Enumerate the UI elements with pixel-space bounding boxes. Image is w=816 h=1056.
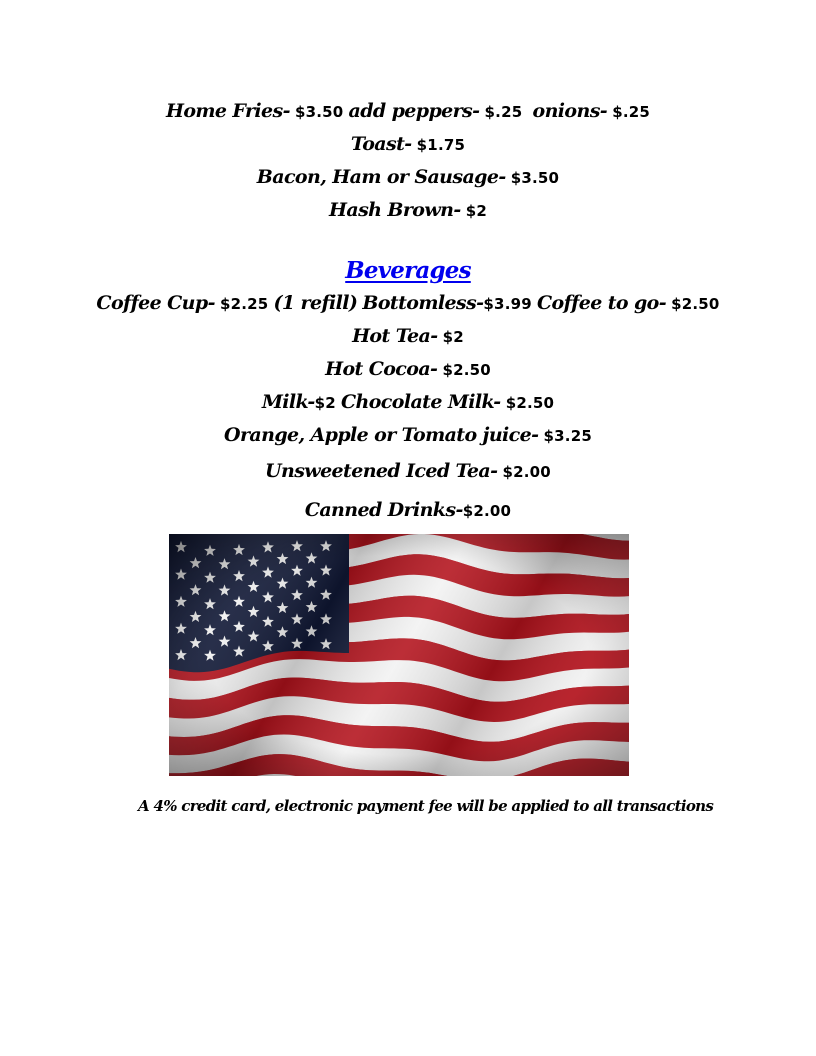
chocolate-milk-label: Chocolate Milk- <box>340 391 501 413</box>
beverages-heading[interactable]: Beverages <box>345 257 471 284</box>
hot-cocoa-price: $2.50 <box>442 361 491 379</box>
meats-label: Bacon, Ham or Sausage- <box>256 166 506 188</box>
peppers-price: $.25 <box>484 103 523 121</box>
milk-label: Milk- <box>261 391 315 413</box>
hash-brown-price: $2 <box>465 202 487 220</box>
menu-line-iced-tea <box>0 460 816 482</box>
menu-line-juice <box>0 424 816 446</box>
coffee-to-go-price: $2.50 <box>671 295 720 313</box>
juice-label: Orange, Apple or Tomato juice- <box>224 424 539 446</box>
menu-line-coffee <box>0 292 816 314</box>
menu-line-hash-brown <box>0 199 816 221</box>
iced-tea-label: Unsweetened Iced Tea- <box>265 460 498 482</box>
toast-price: $1.75 <box>416 136 466 154</box>
coffee-cup-label: Coffee Cup- <box>96 292 215 314</box>
hot-cocoa-label: Hot Cocoa- <box>325 358 438 380</box>
toast-label: Toast- <box>350 133 412 155</box>
juice-price: $3.25 <box>543 427 592 445</box>
bottomless-price: $3.99 <box>483 295 532 313</box>
hot-tea-price: $2 <box>442 328 464 346</box>
canned-drinks-label: Canned Drinks- <box>304 499 463 521</box>
payment-fee-note: A 4% credit card, electronic payment fee will be applied to all transactions <box>138 797 714 815</box>
american-flag-image <box>169 534 629 776</box>
coffee-cup-price: $2.25 <box>219 295 269 313</box>
menu-line-canned-drinks <box>0 499 816 521</box>
coffee-to-go-label: Coffee to go- <box>536 292 667 314</box>
milk-price: $2 <box>314 394 336 412</box>
refill-note: (1 refill) <box>273 292 358 314</box>
onions-price: $.25 <box>612 103 650 121</box>
peppers-label: add peppers- <box>348 100 480 122</box>
meats-price: $3.50 <box>510 169 560 187</box>
home-fries-price: $3.50 <box>294 103 344 121</box>
hot-tea-label: Hot Tea- <box>352 325 438 347</box>
onions-label: onions- <box>532 100 608 122</box>
menu-line-meats <box>0 166 816 188</box>
beverages-heading-line <box>0 257 816 284</box>
flag-vignette <box>169 534 629 776</box>
menu-line-toast <box>0 133 816 155</box>
chocolate-milk-price: $2.50 <box>505 394 555 412</box>
home-fries-label: Home Fries- <box>165 100 290 122</box>
hash-brown-label: Hash Brown- <box>329 199 461 221</box>
menu-line-milk <box>0 391 816 413</box>
bottomless-label: Bottomless- <box>362 292 484 314</box>
canned-drinks-price: $2.00 <box>462 502 512 520</box>
menu-line-home-fries <box>0 100 816 122</box>
iced-tea-price: $2.00 <box>502 463 551 481</box>
menu-line-hot-cocoa <box>0 358 816 380</box>
menu-line-hot-tea <box>0 325 816 347</box>
